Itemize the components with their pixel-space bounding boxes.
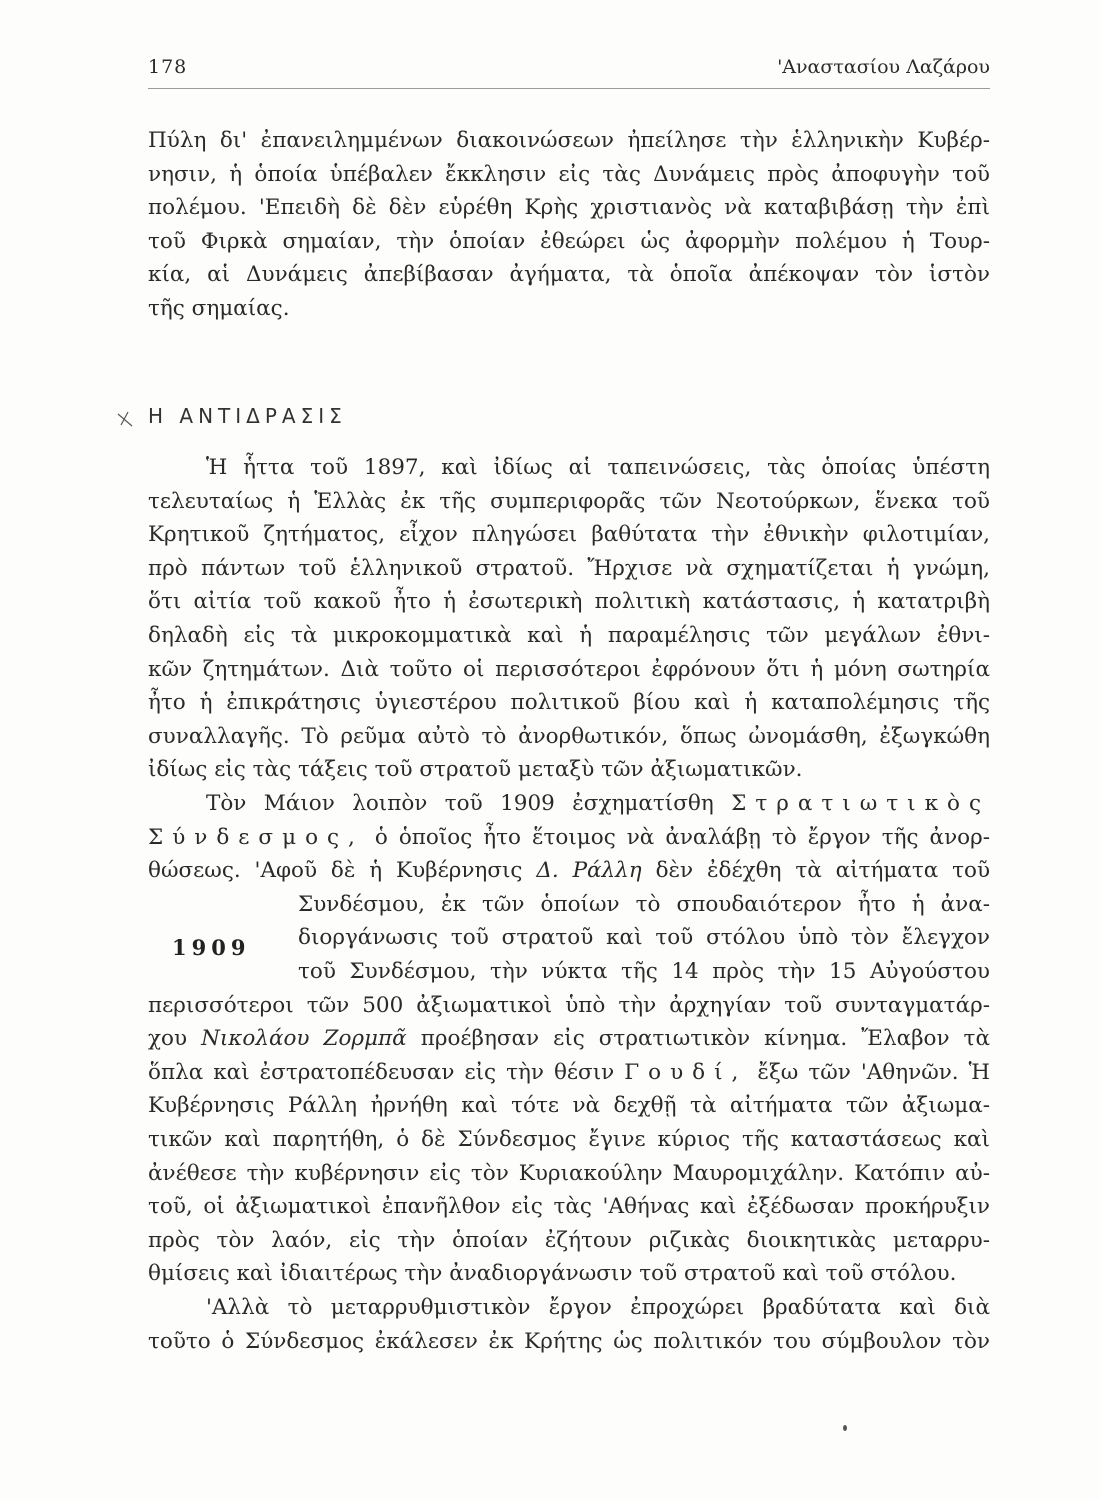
text-run: χου xyxy=(148,1026,188,1052)
text-run: ὅπλα καὶ ἐστρατοπέδευσαν εἰς τὴν θέσιν xyxy=(148,1059,615,1085)
text-line: τελευταίως ἡ Ἑλλὰς ἐκ τῆς συμπεριφορᾶς τῶν Νεοτούρκων, ἕνεκα τοῦ xyxy=(148,488,990,514)
text-line: τικῶν καὶ παρητήθη, ὁ δὲ Σύνδεσμος ἔγινε κύριος τῆς καταστάσεως καὶ xyxy=(148,1126,990,1152)
spaced-term: Σύνδεσμος, xyxy=(148,824,364,850)
text-line: ἀνέθεσε τὴν κυβέρνησιν εἰς τὸν Κυριακούλην Μαυρομιχάλην. Κατόπιν αὐ- xyxy=(148,1160,990,1186)
text-line: ἰδίως εἰς τὰς τάξεις τοῦ στρατοῦ μεταξὺ τῶν ἀξιωματικῶν. xyxy=(148,757,803,783)
text-line: τῆς σημαίας. xyxy=(148,295,290,321)
text-line: πολέμου. 'Επειδὴ δὲ δὲν εὑρέθη Κρὴς χριστιανὸς νὰ καταβιβάσῃ τὴν ἐπὶ xyxy=(148,195,990,221)
text-line xyxy=(148,854,990,888)
text-line: τοῦ Φιρκὰ σημαίαν, τὴν ὁποίαν ἐθεώρει ὡς ἀφορμὴν πολέμου ἡ Τουρ- xyxy=(148,228,990,254)
spaced-term: Στρατιωτικὸς xyxy=(731,791,990,816)
text-line: ἦτο ἡ ἐπικράτησις ὑγιεστέρου πολιτικοῦ βίου καὶ ἡ καταπολέμησις τῆς xyxy=(148,690,990,716)
text-line: Συνδέσμου, ἐκ τῶν ὁποίων τὸ σπουδαιότερον ἦτο ἡ ἀνα- xyxy=(298,891,990,917)
text-line: Κρητικοῦ ζητήματος, εἶχον πληγώσει βαθύτατα τὴν ἐθνικὴν φιλοτιμίαν, xyxy=(148,522,990,548)
pencil-cross-mark-icon xyxy=(116,410,134,428)
text-line: θμίσεις καὶ ἰδιαιτέρως τὴν ἀναδιοργάνωσιν τοῦ στρατοῦ καὶ τοῦ στόλου. xyxy=(148,1261,957,1287)
text-line: περισσότεροι τῶν 500 ἀξιωματικοὶ ὑπὸ τὴν ἀρχηγίαν τοῦ συνταγματάρ- xyxy=(148,992,990,1018)
margin-year-sidenote: 1909 xyxy=(172,935,251,960)
text-run: δὲν ἐδέχθη τὰ αἰτήματα τοῦ xyxy=(655,858,991,884)
text-line: ὅτι αἰτία τοῦ κακοῦ ἦτο ἡ ἐσωτερικὴ πολιτικὴ κατάστασις, ἡ κατατριβὴ xyxy=(148,589,990,615)
text-line: τοῦ, οἱ ἀξιωματικοὶ ἐπανῆλθον εἰς τὰς 'Αθήνας καὶ ἐξέδωσαν προκήρυξιν xyxy=(148,1194,990,1220)
text-line: νησιν, ἡ ὁποία ὑπέβαλεν ἔκκλησιν εἰς τὰς Δυνάμεις πρὸς ἀποφυγὴν τοῦ xyxy=(148,161,990,187)
text-line: διοργάνωσις τοῦ στρατοῦ καὶ τοῦ στόλου ὑπὸ τὸν ἔλεγχον xyxy=(298,925,990,951)
text-line: Πύλη δι' ἐπανειλημμένων διακοινώσεων ἠπείλησε τὴν ἑλληνικὴν Κυβέρ- xyxy=(148,128,990,153)
text-line: κῶν ζητημάτων. Διὰ τοῦτο οἱ περισσότεροι ἐφρόνουν ὅτι ἡ μόνη σωτηρία xyxy=(148,656,990,682)
text-line: δηλαδὴ εἰς τὰ μικροκομματικὰ καὶ ἡ παραμέλησις τῶν μεγάλων ἐθνι- xyxy=(148,622,990,648)
text-run: ἔξω τῶν 'Αθηνῶν. Ἡ xyxy=(757,1059,990,1085)
text-line xyxy=(148,1056,990,1090)
section-heading: Η ΑΝΤΙΔΡΑΣΙΣ xyxy=(148,404,347,428)
text-run: προέβησαν εἰς στρατιωτικὸν κίνημα. Ἔλαβον τὰ xyxy=(420,1026,990,1052)
text-line: Ἡ ἧττα τοῦ 1897, καὶ ἰδίως αἱ ταπεινώσεις, τὰς ὁποίας ὑπέστη xyxy=(206,455,990,480)
text-line: Κυβέρνησις Ράλλη ἠρνήθη καὶ τότε νὰ δεχθῇ τὰ αἰτήματα τῶν ἀξιωμα- xyxy=(148,1093,990,1119)
text-line: τοῦ Συνδέσμου, τὴν νύκτα τῆς 14 πρὸς τὴν 15 Αὐγούστου xyxy=(298,958,990,984)
page-number: 178 xyxy=(148,56,188,78)
text-line: κία, αἱ Δυνάμεις ἀπεβίβασαν ἀγήματα, τὰ ὁποῖα ἀπέκοψαν τὸν ἱστὸν xyxy=(148,262,990,288)
paragraph-2 xyxy=(148,451,990,787)
text-line: 'Αλλὰ τὸ μεταρρυθμιστικὸν ἔργον ἐπροχώρει βραδύτατα καὶ διὰ xyxy=(206,1294,990,1320)
text-run: ὁ ὁποῖος ἦτο ἕτοιμος νὰ ἀναλάβῃ τὸ ἔργον τῆς ἀνορ- xyxy=(374,824,990,850)
paragraph-3 xyxy=(148,787,990,1358)
paragraph-1 xyxy=(148,124,990,326)
italic-name: Νικολάου Ζορμπᾶ xyxy=(201,1026,407,1052)
text-run: Τὸν Μάιον λοιπὸν τοῦ 1909 ἐσχηματίσθη xyxy=(206,791,714,816)
text-run: θώσεως. 'Αφοῦ δὲ ἡ Κυβέρνησις xyxy=(148,858,523,884)
text-line xyxy=(148,787,990,821)
text-line xyxy=(148,821,990,855)
spaced-term: Γουδί, xyxy=(624,1059,748,1085)
ink-speck xyxy=(843,1425,847,1431)
text-line: τοῦτο ὁ Σύνδεσμος ἐκάλεσεν ἐκ Κρήτης ὡς πολιτικόν του σύμβουλον τὸν xyxy=(148,1328,990,1354)
italic-name: Δ. Ράλλη xyxy=(536,858,642,884)
text-line: πρὸς τὸν λαόν, εἰς τὴν ὁποίαν ἐζήτουν ριζικὰς διοικητικὰς μεταρρυ- xyxy=(148,1227,990,1253)
running-head: 'Αναστασίου Λαζάρου xyxy=(777,56,990,78)
text-line: πρὸ πάντων τοῦ ἑλληνικοῦ στρατοῦ. Ἤρχισε νὰ σχηματίζεται ἡ γνώμη, xyxy=(148,555,990,581)
page-header xyxy=(148,52,990,89)
text-line xyxy=(148,1022,990,1056)
text-line: συναλλαγῆς. Τὸ ρεῦμα αὐτὸ τὸ ἀνορθωτικόν, ὅπως ὠνομάσθη, ἐξωγκώθη xyxy=(148,723,990,749)
